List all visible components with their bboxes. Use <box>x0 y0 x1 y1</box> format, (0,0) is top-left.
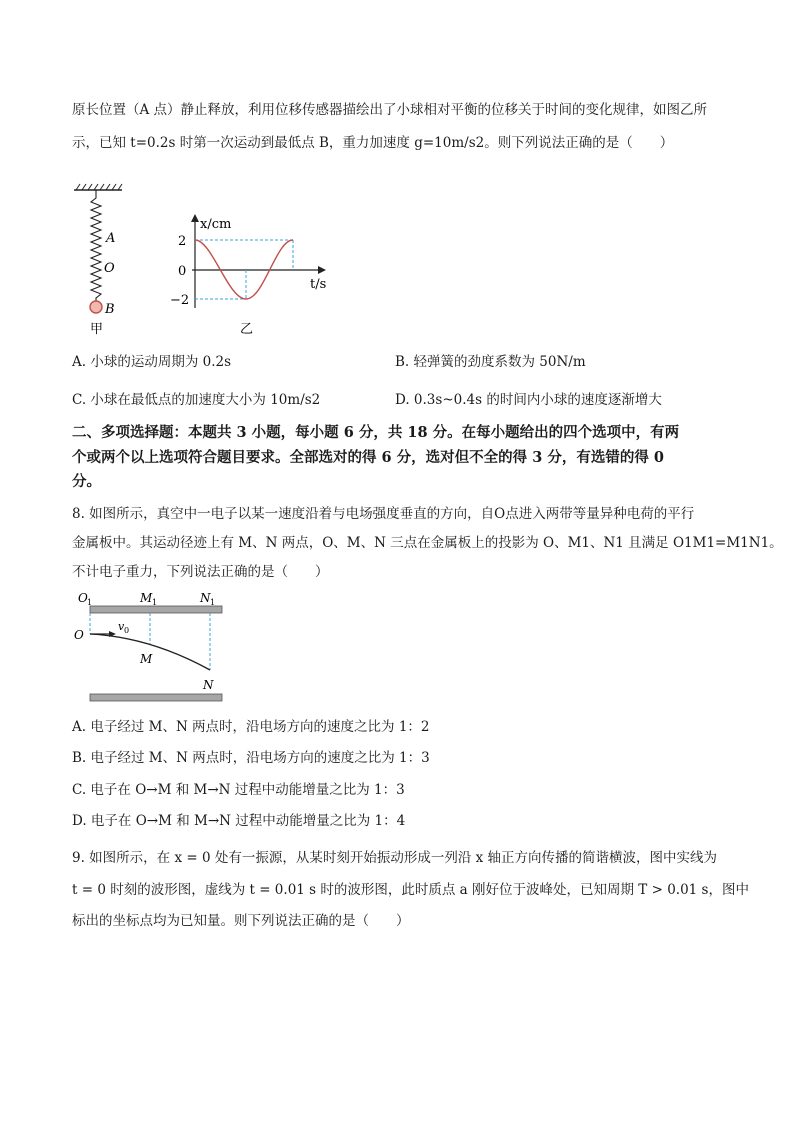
q9-line-2: t = 0 时刻的波形图，虚线为 t = 0.01 s 时的波形图，此时质点 a 刚好位于波峰处，已知周期 T > 0.01 s，图中 <box>72 882 749 898</box>
label-b: B <box>105 302 115 317</box>
label-o: O <box>104 261 115 276</box>
q7-option-c: C. 小球在最低点的加速度大小为 10m/s2 <box>72 392 321 408</box>
q8-line-2: 金属板中。其运动径迹上有 M、N 两点，O、M、N 三点在金属板上的投影为 O、M1、N1 且满足 O1M1=M1N1。 <box>72 535 783 551</box>
x-axis-label: t/s <box>310 277 327 292</box>
figure-spring-oscillation <box>60 180 350 340</box>
q7-option-b: B. 轻弹簧的劲度系数为 50N/m <box>395 354 586 370</box>
q8-line-3: 不计电子重力，下列说法正确的是（ ） <box>72 564 329 580</box>
ball <box>90 301 102 313</box>
label-n: N <box>203 678 214 692</box>
q8-option-c: C. 电子在 O→M 和 M→N 过程中动能增量之比为 1：3 <box>72 782 405 798</box>
caption-left: 甲 <box>90 322 104 337</box>
q8-line-1: 8. 如图所示，真空中一电子以某一速度沿着与电场强度垂直的方向，自O点进入两带等量异种电荷的平行 <box>72 506 695 522</box>
q8-option-d: D. 电子在 O→M 和 M→N 过程中动能增量之比为 1：4 <box>72 813 406 829</box>
tick-neg2: −2 <box>170 293 190 308</box>
q7-option-a: A. 小球的运动周期为 0.2s <box>72 354 232 370</box>
intro-line-1: 原长位置（A 点）静止释放，利用位移传感器描绘出了小球相对平衡的位移关于时间的变化规律，如图乙所 <box>72 102 708 118</box>
section2-line-1: 二、多项选择题：本题共 3 小题，每小题 6 分，共 18 分。在每小题给出的四个选项中，有两 <box>72 424 680 441</box>
label-a: A <box>106 231 116 246</box>
svg-text:1: 1 <box>210 598 216 607</box>
label-o1: O <box>78 591 88 605</box>
tick-2: 2 <box>178 234 187 249</box>
label-o: O <box>74 628 84 642</box>
bottom-plate <box>90 694 222 701</box>
svg-text:1: 1 <box>87 598 93 607</box>
top-plate <box>90 606 222 613</box>
svg-text:1: 1 <box>152 598 158 607</box>
section2-line-2: 个或两个以上选项符合题目要求。全部选对的得 6 分，选对但不全的得 3 分，有选错的得 0 <box>72 449 665 466</box>
section2-line-3: 分。 <box>72 473 101 490</box>
q8-option-b: B. 电子经过 M、N 两点时，沿电场方向的速度之比为 1：3 <box>72 750 430 766</box>
label-v0: v <box>118 620 125 633</box>
tick-0: 0 <box>178 264 187 279</box>
q7-option-d: D. 0.3s~0.4s 的时间内小球的速度逐渐增大 <box>395 392 662 408</box>
label-m1: M <box>140 591 153 605</box>
y-axis-label: x/cm <box>200 217 232 232</box>
q9-line-1: 9. 如图所示，在 x = 0 处有一振源，从某时刻开始振动形成一列沿 x 轴正方向传播的简谐横波，图中实线为 <box>72 850 718 866</box>
caption-right: 乙 <box>240 322 254 337</box>
q9-line-3: 标出的坐标点均为已知量。则下列说法正确的是（ ） <box>72 913 410 929</box>
label-m: M <box>140 652 153 666</box>
label-n1: N <box>200 591 211 605</box>
intro-line-2: 示，已知 t=0.2s 时第一次运动到最低点 B，重力加速度 g=10m/s2。则下列说法正确的是（ ） <box>72 135 674 151</box>
q8-option-a: A. 电子经过 M、N 两点时，沿电场方向的速度之比为 1：2 <box>72 719 430 735</box>
figure-electron-deflection <box>70 588 240 708</box>
spring-coil <box>91 190 101 302</box>
svg-text:0: 0 <box>124 626 130 635</box>
